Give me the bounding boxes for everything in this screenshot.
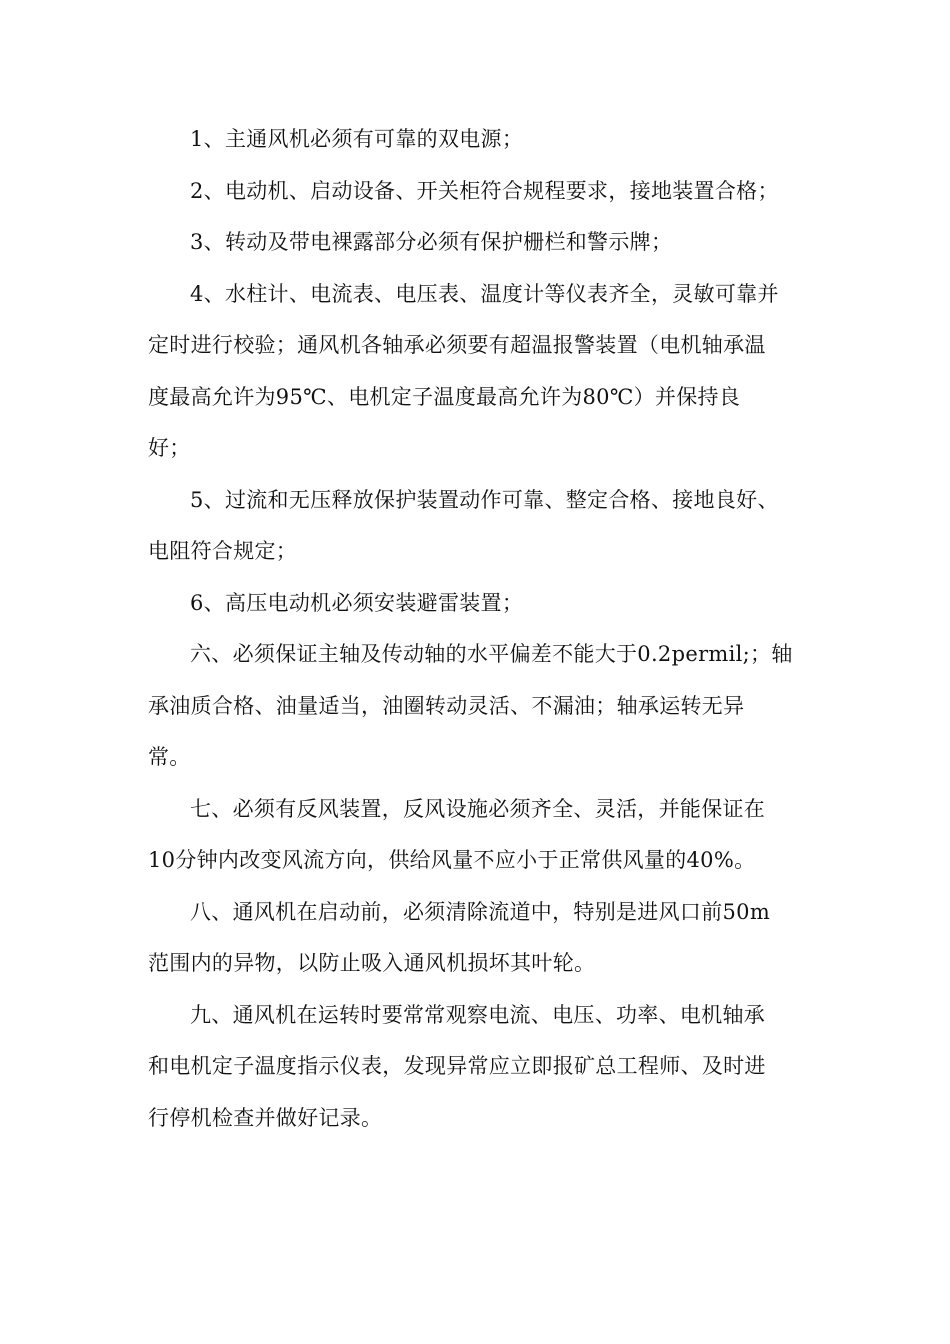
paragraph-section-9 <box>148 990 810 1145</box>
text-line: 和电机定子温度指示仪表，发现异常应立即报矿总工程师、及时进 <box>148 1054 766 1078</box>
paragraph-item-4 <box>148 269 810 475</box>
text-line: 九、通风机在运转时要常常观察电流、电压、功率、电机轴承 <box>190 1002 766 1027</box>
text-line: 1、主通风机必须有可靠的双电源； <box>190 127 524 151</box>
text-line: 行停机检查并做好记录。 <box>148 1105 383 1130</box>
paragraph-section-6 <box>148 629 810 784</box>
text-line: 六、必须保证主轴及传动轴的水平偏差不能大于0.2permil;；轴 <box>190 642 793 666</box>
text-line: 度最高允许为95℃、电机定子温度最高允许为80℃）并保持良 <box>148 384 741 409</box>
paragraph-item-5 <box>148 475 810 578</box>
document-body <box>148 114 810 1144</box>
text-line: 七、必须有反风装置，反风设施必须齐全、灵活，并能保证在 <box>190 796 766 821</box>
text-line: 5、过流和无压释放保护装置动作可靠、整定合格、接地良好、 <box>190 487 779 512</box>
text-line: 定时进行校验；通风机各轴承必须要有超温报警装置（电机轴承温 <box>148 333 766 357</box>
paragraph-item-1 <box>148 114 810 166</box>
text-line: 2、电动机、启动设备、开关柜符合规程要求，接地装置合格； <box>190 178 779 203</box>
text-line: 常。 <box>148 745 191 769</box>
text-line: 承油质合格、油量适当，油圈转动灵活、不漏油；轴承运转无异 <box>148 693 745 718</box>
paragraph-item-2 <box>148 166 810 218</box>
paragraph-item-6 <box>148 578 810 630</box>
paragraph-section-7 <box>148 784 810 887</box>
text-line: 10分钟内改变风流方向，供给风量不应小于正常供风量的40%。 <box>148 848 756 872</box>
text-line: 6、高压电动机必须安装避雷装置； <box>190 590 524 615</box>
text-line: 范围内的异物，以防止吸入通风机损坏其叶轮。 <box>148 951 596 975</box>
text-line: 4、水柱计、电流表、电压表、温度计等仪表齐全，灵敏可靠并 <box>190 281 779 306</box>
paragraph-section-8 <box>148 887 810 990</box>
text-line: 3、转动及带电裸露部分必须有保护栅栏和警示牌； <box>190 230 673 254</box>
text-line: 好； <box>148 436 191 460</box>
text-line: 八、通风机在启动前，必须清除流道中，特别是进风口前50m <box>190 899 771 924</box>
text-line: 电阻符合规定； <box>148 539 298 563</box>
paragraph-item-3 <box>148 217 810 269</box>
